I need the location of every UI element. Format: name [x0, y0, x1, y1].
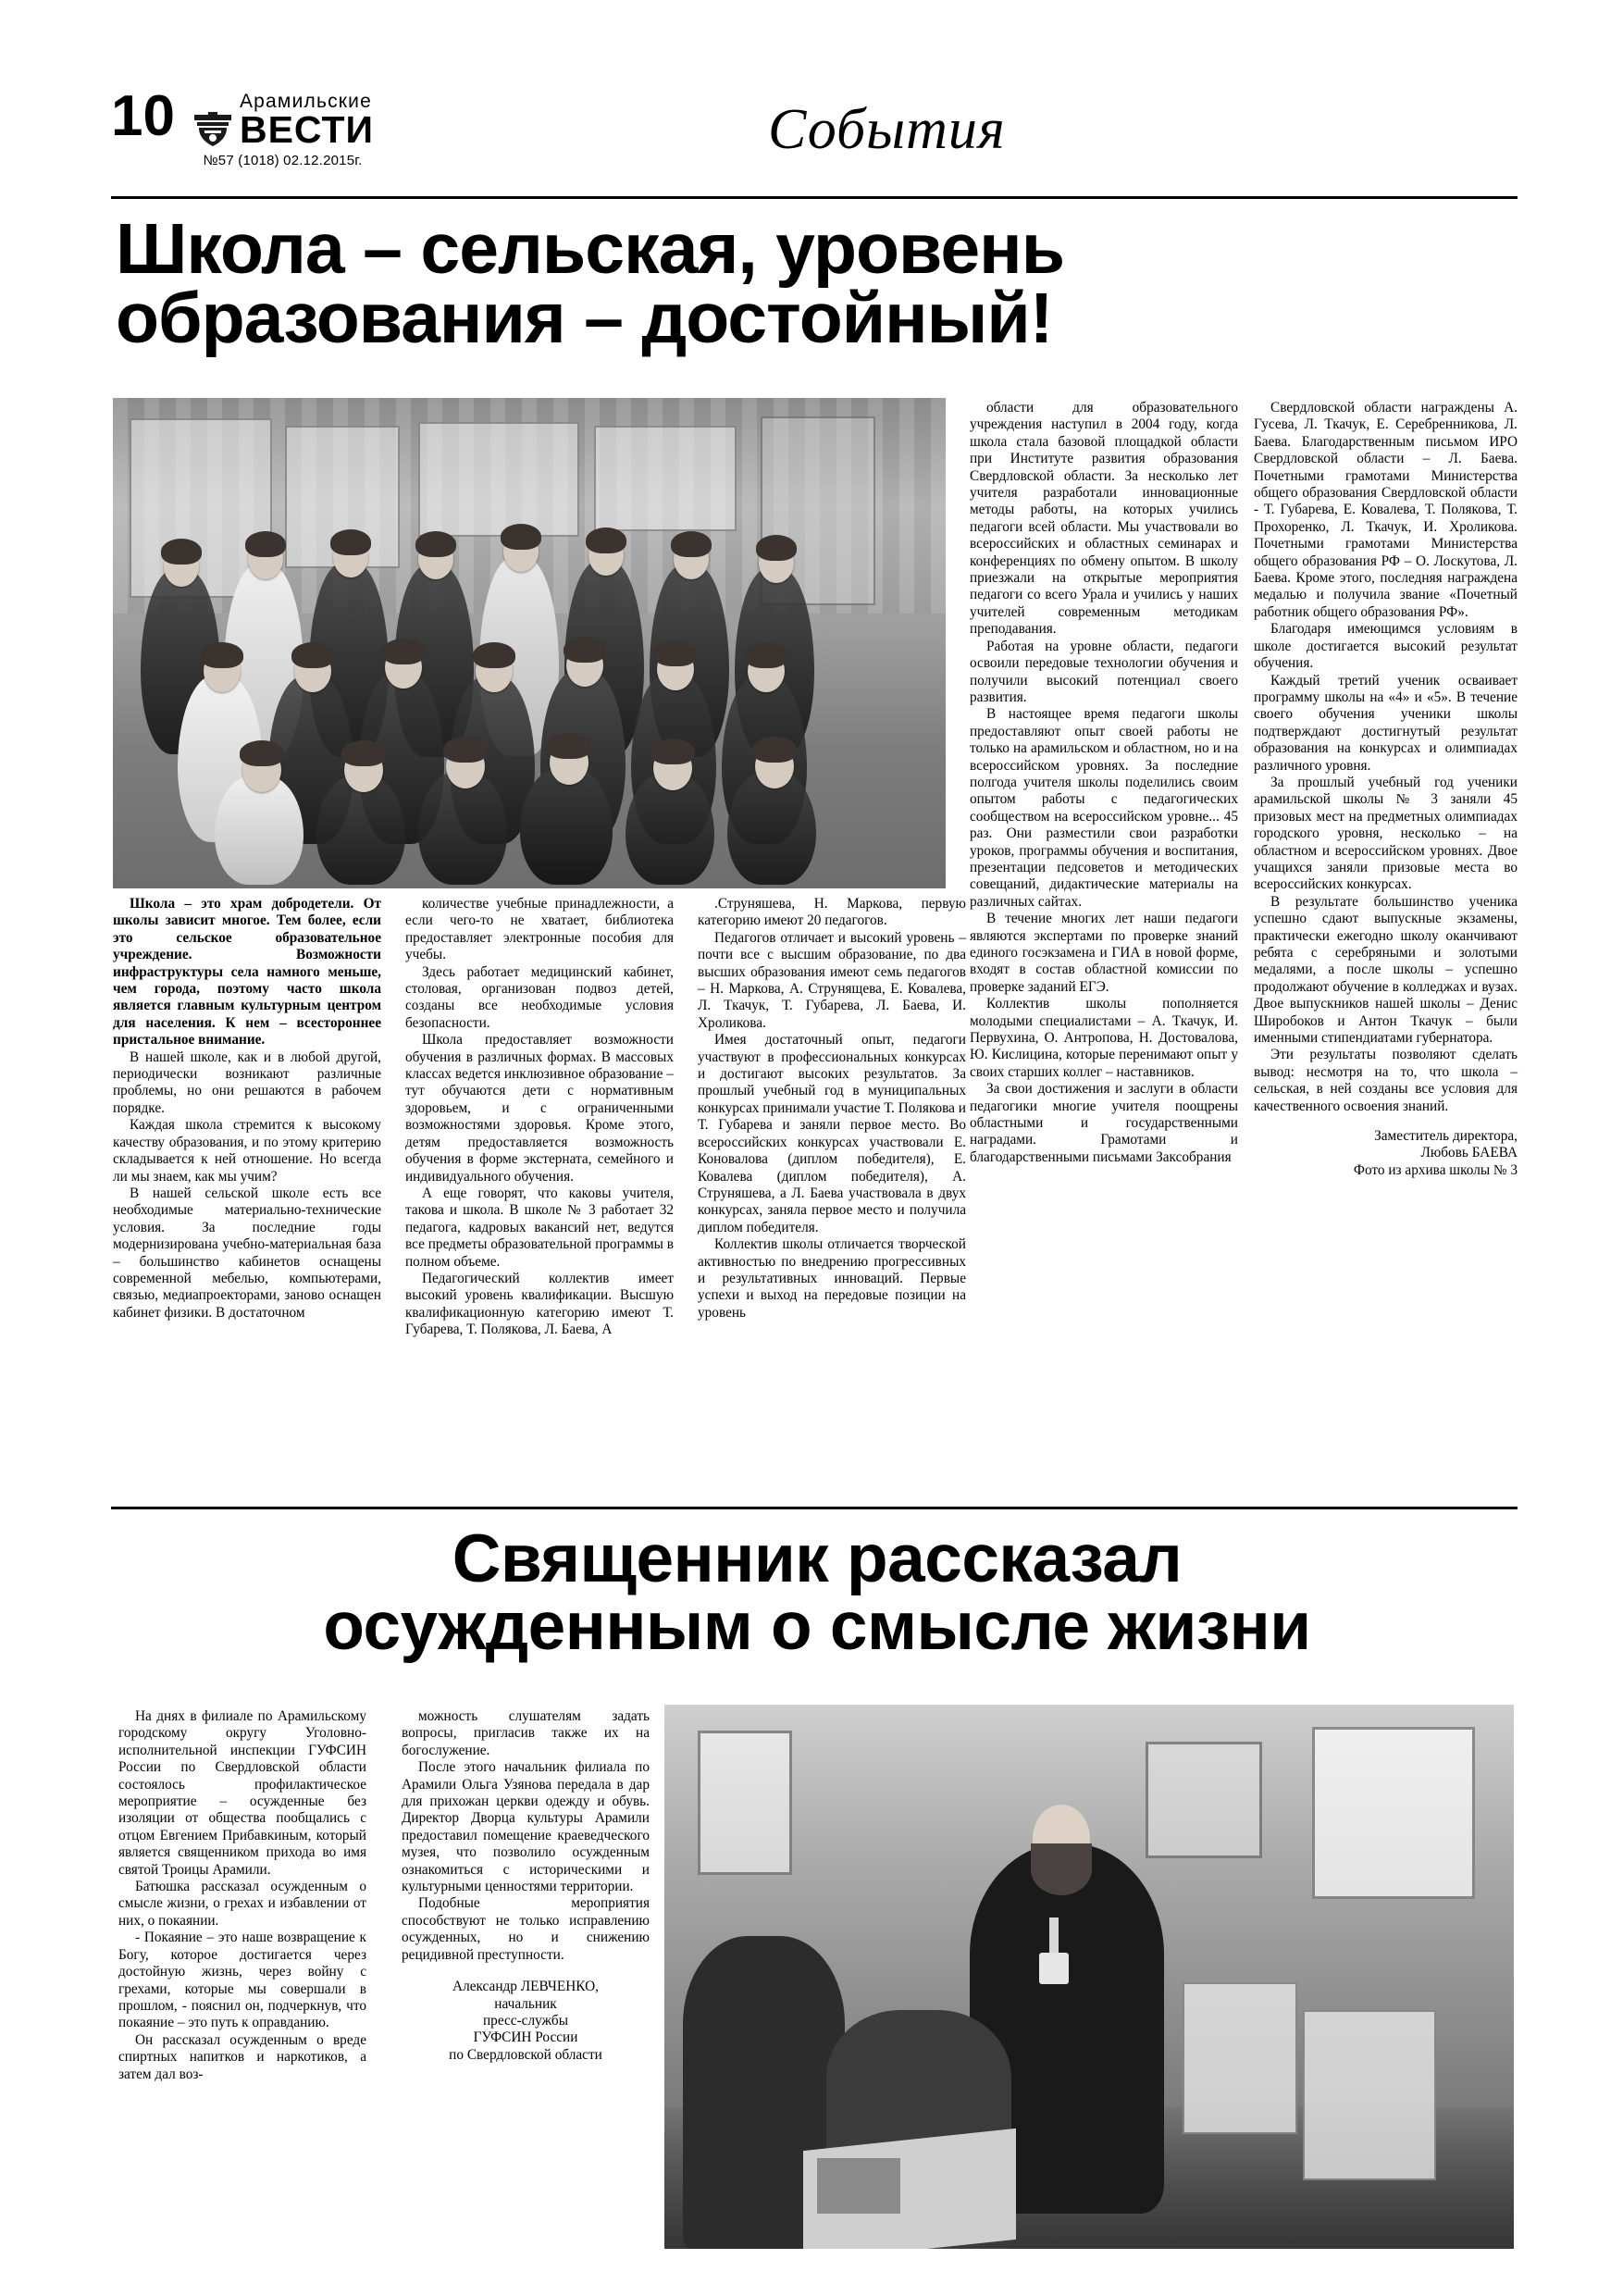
article1-photo-group-of-teachers	[113, 398, 946, 888]
newspaper-logo	[192, 92, 374, 168]
byline-name: Александр ЛЕВЧЕНКО,	[452, 1979, 599, 1995]
article1-byline	[1254, 1128, 1518, 1179]
article1-headline	[116, 209, 1513, 359]
paragraph: Педагогов отличает и высокий уровень – почти все с высшим образование, по два высших образования имеют семь педагогов – Н. Маркова, А. Струнящева, Е. Ковалева, Л. Ткачук, Т. Губарева, Л. Баева, И. Хроликова.	[698, 929, 966, 1031]
paragraph: Работая на уровне области, педагоги освоили передовые технологии обучения и получили высокий потенциал своего развития.	[970, 638, 1238, 705]
byline-role: Заместитель директора,	[1374, 1128, 1518, 1145]
page-number: 10	[111, 84, 175, 148]
article1-column-1	[113, 896, 381, 1322]
paragraph: Свердловской области награждены А. Гусева, Л. Ткачук, Е. Серебренникова, Л. Баева. Благодарственным письмом ИРО Свердловской области – Л. Баева. Почетными грамотами Министерства общего образования Свердловской области - Т. Губарева, Е. Ковалева, Т. Полякова, Т. Прохоренко, Л. Ткачук, И. Хроликова. Почетными грамотами Министерства общего образования РФ – О. Лоскутова, Л. Баева. Кроме этого, последняя награждена медалью и получила звание «Почетный работник общего образования РФ».	[1254, 400, 1518, 620]
article2-headline	[118, 1521, 1516, 1664]
logo-top-text: Арамильские	[239, 91, 372, 112]
paragraph: В нашей школе, как и в любой другой, периодически возникают различные проблемы, но они решаются в рабочем порядке.	[113, 1049, 381, 1116]
paragraph: Коллектив школы пополняется молодыми специалистами – А. Ткачук, И. Первухина, О. Антропова, Н. Достовалова, Ю. Кислицина, которые перенимают опыт у своих старших коллег – наставников.	[970, 996, 1238, 1080]
article-divider	[111, 1507, 1518, 1509]
article2-column-2	[402, 1708, 650, 2064]
issue-line: №57 (1018) 02.12.2015г.	[203, 152, 363, 168]
paragraph: можность слушателям задать вопросы, пригласив также их на богослужение.	[402, 1708, 650, 1758]
paragraph: Имея достаточный опыт, педагоги участвуют в профессиональных конкурсах и достигают высоких результатов. За прошлый учебный год в муниципальных конкурсах принимали участие Т. Полякова и Т. Губарева и заняли первое место. Во всероссийских конкурсах участвовали Е. Коновалова (диплом победителя), Е. Ковалева (диплом победителя), А. Струняшева, а Л. Баева участвовала в двух конкурсах, заняла первое место и получила диплом победителя.	[698, 1032, 966, 1235]
article2-column-1	[118, 1708, 366, 2083]
paragraph: В настоящее время педагоги школы предоставляют опыт своей работы не только на арамильском и областном, но и на всероссийском уровнях. За последние полгода учителя школы поделились своим опытом работы с педагогических сообществом на всероссийском уровне... 45 раз. Они разместили свои разработки уроков, программы обучения и воспитания, презентации педсоветов и методических совещаний, дидактические материалы на различных сайтах.	[970, 706, 1238, 910]
article2-photo-priest-meeting	[664, 1705, 1514, 2249]
paragraph: Подобные мероприятия способствуют не только исправлению осужденных, но и снижению рецидивной преступности.	[402, 1895, 650, 1963]
paragraph: За прошлый учебный год ученики арамильской школы № 3 заняли 45 призовых мест на предметных олимпиадах городского уровня, несколько – на областном и всероссийском уровнях. Двое учащихся заняли призовые места во всероссийских конкурсах.	[1254, 774, 1518, 893]
article2-byline	[402, 1979, 650, 2064]
paragraph: Благодаря имеющимся условиям в школе достигается высокий результат обучения.	[1254, 621, 1518, 672]
article2-headline-line2: осужденным о смысле жизни	[323, 1589, 1311, 1664]
paragraph: На днях в филиале по Арамильскому городскому округу Уголовно-исполнительной инспекции ГУФСИН России по Свердловской области состоялось профилактическое мероприятие – осужденные без изоляции от общества пообщались с отцом Евгением Прибавкиным, который является священником прихода во имя святой Троицы Арамили.	[118, 1708, 366, 1878]
photo-credit: Фото из архива школы № 3	[1353, 1161, 1518, 1178]
byline-role-1: начальник	[494, 1995, 557, 2012]
paragraph: В нашей сельской школе есть все необходимые материально-технические условия. За последние годы модернизирована учебно-материальная база – большинство кабинетов оснащены современной мебелью, компьютерами, связью, медиапроекторами, заново оснащен кабинет физики. В достаточном	[113, 1185, 381, 1321]
paragraph: Он рассказал осужденным о вреде спиртных напитков и наркотиков, а затем дал воз-	[118, 2031, 366, 2082]
paragraph: Эти результаты позволяют сделать вывод: несмотря на то, что школа – сельская, в ней созданы все условия для качественного освоения знаний.	[1254, 1047, 1518, 1114]
paragraph: После этого начальник филиала по Арамили Ольга Узянова передала в дар для прихожан церкви одежду и обувь. Директор Дворца культуры Арамили предоставил помещение краеведческого музея, что позволило осужденным ознакомиться с историческими и культурными ценностями территории.	[402, 1759, 650, 1895]
header-divider	[111, 196, 1518, 199]
paragraph: А еще говорят, что каковы учителя, такова и школа. В школе № 3 работает 32 педагога, кадровых вакансий нет, ведутся все предметы образовательной программы в полном объеме.	[405, 1185, 674, 1270]
byline-org-2: по Свердловской области	[449, 2046, 602, 2063]
article1-lead: Школа – это храм добродетели. От школы зависит многое. Тем более, если это сельское образовательное учреждение. Возможности инфраструктуры села намного меньше, чем города, поэтому часто школа является главным культурным центром для населения. К нем – всестороннее пристальное внимание.	[113, 896, 381, 1049]
section-title: События	[768, 98, 1006, 161]
byline-name: Любовь БАЕВА	[1420, 1145, 1518, 1161]
paragraph: Школа предоставляет возможности обучения в различных формах. В массовых классах ведется инклюзивное образование – тут обучаются дети с нормативным здоровьем, и с ограниченными возможностями здоровья. Кроме этого, детям предоставляется возможность обучения в форме экстерната, семейного и индивидуального обучения.	[405, 1032, 674, 1185]
byline-org-1: ГУФСИН России	[473, 2029, 578, 2046]
paragraph: - Покаяние – это наше возвращение к Богу, которое достигается через достойную жизнь, через войну с грехами, которые мы совершали в прошлом, - пояснил он, подчеркнув, что покаяние – это путь к оправданию.	[118, 1930, 366, 2031]
byline-role-2: пресс-службы	[483, 2012, 568, 2029]
logo-bottom-text: ВЕСТИ	[239, 108, 375, 151]
article1-column-2	[405, 896, 674, 1339]
article1-headline-line2: образования – достойный!	[116, 279, 1053, 359]
paragraph: Каждая школа стремится к высокому качеству образования, и по этому критерию складывается к ней отношение. Но всегда ли мы знаем, как мы учим?	[113, 1117, 381, 1185]
article2-headline-line1: Священник рассказал	[452, 1521, 1183, 1596]
paragraph: В течение многих лет наши педагоги являются экспертами по проверке знаний единого госэкзамена и ГИА в новой форме, входят в состав областной комиссии по проверке заданий ЕГЭ.	[970, 911, 1238, 995]
article1-column-4	[970, 400, 1238, 1166]
paragraph: количестве учебные принадлежности, а если чего-то не хватает, библиотека предоставляет электронные пособия для учебы.	[405, 896, 674, 963]
paragraph: В результате большинство ученика успешно сдают выпускные экзамены, практически ежегодно школу оканчивают ребята с серебряными и золотыми медалями, а после школы – успешно продолжают обучение в колледжах и вузах. Двое выпускников нашей школы – Денис Широбоков и Антон Ткачук – были именными стипендиатами губернатора.	[1254, 893, 1518, 1047]
paragraph: Здесь работает медицинский кабинет, столовая, организован подвоз детей, созданы все необходимые условия безопасности.	[405, 963, 674, 1031]
paragraph: Каждый третий ученик осваивает программу школы на «4» и «5». В течение своего обучения ученики школы подтверждают достигнутый результат образования на конкурсах и олимпиадах различного уровня.	[1254, 672, 1518, 774]
paragraph: области для образовательного учреждения наступил в 2004 году, когда школа стала базовой площадкой области при Институте развития образования Свердловской области. За несколько лет учителя разработали инновационные методы работы, на которых учились педагоги всей области. Мы участвовали во всероссийских и областных семинарах и конференциях по обмену опытом. В школу приезжали на открытые мероприятия педагоги со всего Урала и учились у наших учителей современным методикам преподавания.	[970, 400, 1238, 638]
paragraph: Коллектив школы отличается творческой активностью по внедрению прогрессивных и результативных инноваций. Первые успехи и выход на передовые позиции на уровень	[698, 1236, 966, 1321]
coat-of-arms-icon	[192, 107, 234, 148]
article1-column-3	[698, 896, 966, 1322]
paragraph: .Струняшева, Н. Маркова, первую категорию имеют 20 педагогов.	[698, 896, 966, 929]
article1-headline-line1: Школа – сельская, уровень	[116, 209, 1065, 289]
article1-column-5	[1254, 400, 1518, 1179]
paragraph: Батюшка рассказал осужденным о смысле жизни, о грехах и избавлении от них, о покаянии.	[118, 1879, 366, 1929]
paragraph: Педагогический коллектив имеет высокий уровень квалификации. Высшую квалификационную категорию имеют Т. Губарева, Т. Полякова, Л. Баева, А	[405, 1270, 674, 1338]
paragraph: За свои достижения и заслуги в области педагогики многие учителя поощрены областными и государственными наградами. Грамотами и благодарственными письмами Заксобрания	[970, 1081, 1238, 1165]
